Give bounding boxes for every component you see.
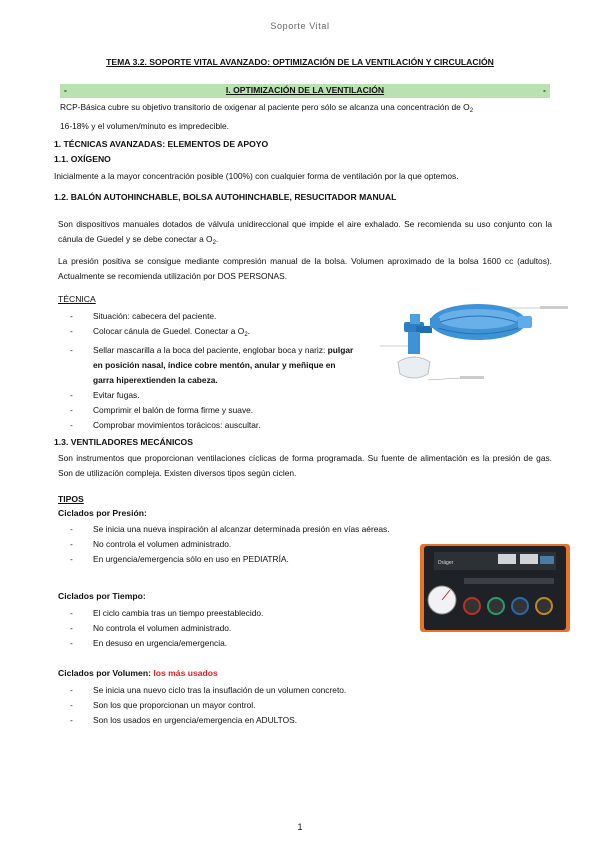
heading-balon: 1.2. BALÓN AUTOHINCHABLE, BOLSA AUTOHINCHABLE, RESUCITADOR MANUAL	[54, 192, 397, 202]
presion-list	[64, 522, 408, 567]
list-item: - El ciclo cambia tras un tiempo preestablecido.	[64, 606, 404, 621]
list-item: - No controla el volumen administrado.	[64, 537, 408, 552]
list-item: - Se inicia una nueva inspiración al alcanzar determinada presión en vías aéreas.	[64, 522, 408, 537]
list-item: - Comprobar movimientos torácicos: auscultar.	[64, 418, 354, 433]
heading-oxigeno: 1.1. OXÍGENO	[54, 154, 111, 164]
list-item: - Sellar mascarilla a la boca del paciente, englobar boca y nariz: pulgar en posición nasal, índice cobre mentón, anular y meñique en garra hiperextienden la cabeza.	[64, 343, 354, 388]
page-number: 1	[297, 822, 303, 832]
section-title: I. OPTIMIZACIÓN DE LA VENTILACIÓN	[225, 85, 385, 95]
document-title: TEMA 3.2. SOPORTE VITAL AVANZADO: OPTIMIZACIÓN DE LA VENTILACIÓN Y CIRCULACIÓN	[106, 57, 494, 67]
heading-tecnicas: 1. TÉCNICAS AVANZADAS: ELEMENTOS DE APOYO	[54, 139, 269, 149]
list-item: - Son los que proporcionan un mayor control.	[64, 698, 524, 713]
resuscitator-bag-image	[380, 302, 572, 390]
oxigeno-paragraph: Inicialmente a la mayor concentración posible (100%) con cualquier forma de ventilación por la que optemos.	[54, 171, 459, 181]
list-item: - Se inicia una nuevo ciclo tras la insuflación de un volumen concreto.	[64, 683, 524, 698]
section-banner	[60, 84, 550, 98]
intro-paragraph: RCP-Básica cubre su objetivo transitorio de oxigenar al paciente pero sólo se alcanza una concentración de $O_2$ 16-18% y el volumen/minuto es impredecible.	[60, 102, 474, 131]
balon-paragraph-2: La presión positiva se consigue mediante compresión manual de la bolsa. Volumen aproximado de la bolsa 1600 cc (adultos). Actualmente se recomienda utilización por DOS PERSONAS.	[58, 256, 552, 281]
list-item: - Son los usados en urgencia/emergencia en ADULTOS.	[64, 713, 524, 728]
tipos-heading: TIPOS	[58, 494, 84, 504]
tecnica-list	[64, 309, 354, 433]
list-item: - Evitar fugas.	[64, 388, 354, 403]
tiempo-heading: Ciclados por Tiempo:	[58, 591, 146, 601]
volumen-highlight: los más usados	[153, 668, 218, 678]
list-item: - En desuso en urgencia/emergencia.	[64, 636, 404, 651]
balon-paragraph-1: Son dispositivos manuales dotados de válvula unidireccional que impide el aire exhalado. Se recomienda su uso conjunto con la cánula de Guedel y se debe conectar a $O_2$.	[58, 219, 552, 246]
volumen-heading: Ciclados por Volumen: los más usados	[58, 668, 218, 678]
list-item: - Colocar cánula de Guedel. Conectar a $O_2$.	[64, 324, 354, 343]
list-item: - No controla el volumen administrado.	[64, 621, 404, 636]
banner-dash-right: -	[543, 85, 546, 95]
running-header: Soporte Vital	[270, 21, 330, 31]
mechanical-ventilator-image	[420, 544, 570, 632]
ventiladores-paragraph: Son instrumentos que proporcionan ventilaciones cíclicas de forma programada. Su fuente de alimentación es la presión de gas. Son de utilización compleja. Existen diversos tipos según ciclen.	[58, 453, 552, 478]
list-item: - Situación: cabecera del paciente.	[64, 309, 354, 324]
banner-dash-left: -	[64, 85, 67, 95]
list-item: - En urgencia/emergencia sólo en uso en PEDIATRÍA.	[64, 552, 408, 567]
list-item: - Comprimir el balón de forma firme y suave.	[64, 403, 354, 418]
presion-heading: Ciclados por Presión:	[58, 508, 147, 518]
svg-text:Dräger: Dräger	[438, 560, 454, 566]
heading-ventiladores: 1.3. VENTILADORES MECÁNICOS	[54, 437, 193, 447]
tiempo-list	[64, 606, 404, 651]
tecnica-heading: TÉCNICA	[58, 294, 96, 304]
volumen-list	[64, 683, 524, 728]
